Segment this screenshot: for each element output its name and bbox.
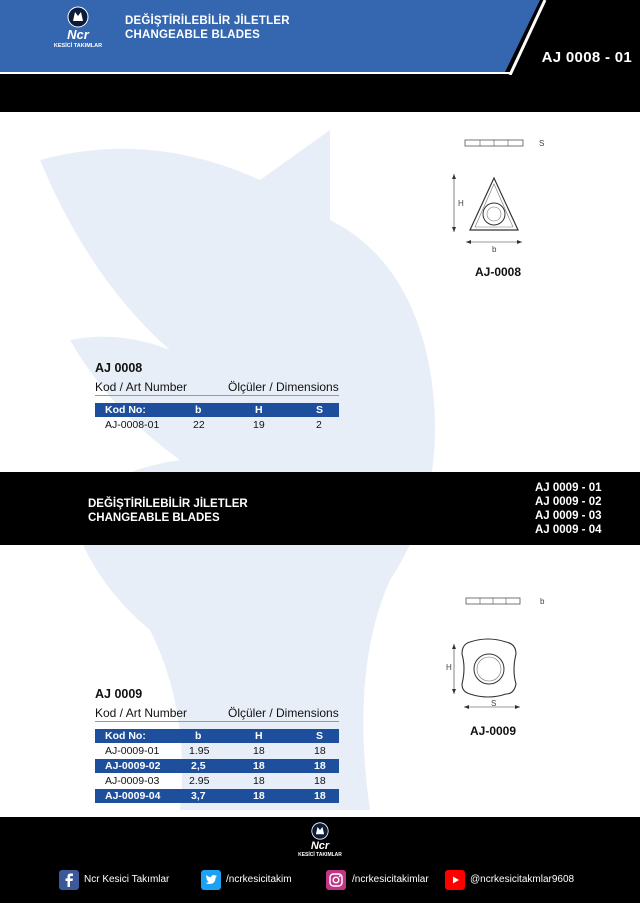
table-sub-dimensions: Ölçüler / Dimensions [228,706,339,720]
aj-0009-drawing [440,592,540,717]
col-b: b [195,730,202,742]
band-code-2: AJ 0009 - 02 [535,496,602,508]
cell-h: 19 [253,419,265,431]
header-title-tr: DEĞİŞTİRİLEBİLİR JİLETLER [125,15,290,27]
table-row [95,744,339,758]
cell-b: 22 [193,419,205,431]
cell-s: 18 [314,790,326,802]
dim-label-b: b [492,245,497,254]
cell-h: 18 [253,745,265,757]
table-header-row [95,403,339,417]
col-s: S [316,404,324,416]
table-divider [95,721,339,722]
table-row [95,759,339,773]
band-code-1: AJ 0009 - 01 [535,482,602,494]
facebook-icon[interactable] [59,870,79,890]
instagram-link[interactable]: /ncrkesicitakimlar [352,874,429,885]
logo-wordmark: Ncr [310,840,330,852]
wolf-logo-icon [67,6,89,28]
wolf-logo-icon [311,822,329,840]
dim-label-b: b [540,597,545,606]
band-code-3: AJ 0009 - 03 [535,510,602,522]
table-header-row [95,729,339,743]
twitter-link[interactable]: /ncrkesicitakim [226,874,292,885]
col-h: H [255,404,263,416]
band-title-tr: DEĞİŞTİRİLEBİLİR JİLETLER [88,498,248,510]
twitter-icon[interactable] [201,870,221,890]
logo-tagline: KESİCİ TAKIMLAR [53,43,103,49]
band-title-en: CHANGEABLE BLADES [88,512,220,524]
dim-label-h: H [446,663,452,672]
dim-label-h: H [458,199,464,208]
cell-code: AJ-0009-03 [105,775,160,787]
cell-code: AJ-0009-01 [105,745,160,757]
table-sub-dimensions: Ölçüler / Dimensions [228,380,339,394]
diagram-name: AJ-0008 [475,265,522,279]
cell-code: AJ-0009-02 [105,760,161,772]
cell-code: AJ-0008-01 [105,419,160,431]
cell-s: 2 [316,419,322,431]
wolf-watermark [30,110,450,810]
table-title: AJ 0008 [95,361,143,375]
table-title: AJ 0009 [95,687,143,701]
cell-b: 1.95 [189,745,210,757]
logo-tagline: KESİCİ TAKIMLAR [298,852,342,858]
header-logo [52,6,104,58]
youtube-icon[interactable] [445,870,465,890]
col-h: H [255,730,263,742]
dim-label-s: S [539,139,545,148]
band-code-4: AJ 0009 - 04 [535,524,602,536]
instagram-icon[interactable] [326,870,346,890]
page-code: AJ 0008 - 01 [541,49,632,66]
col-b: b [195,404,202,416]
cell-h: 18 [253,760,265,772]
col-code: Kod No: [105,730,146,742]
cell-b: 2,5 [191,760,206,772]
table-row [95,418,339,432]
facebook-link[interactable]: Ncr Kesici Takımlar [84,874,170,885]
cell-s: 18 [314,760,326,772]
table-sub-code: Kod / Art Number [95,706,188,720]
col-s: S [316,730,324,742]
cell-s: 18 [314,775,326,787]
col-code: Kod No: [105,404,146,416]
dim-label-s: S [491,699,497,708]
cell-s: 18 [314,745,326,757]
aj-0008-drawing [450,130,540,260]
cell-b: 3,7 [191,790,206,802]
table-row [95,774,339,788]
table-row [95,789,339,803]
footer-logo [296,822,344,859]
cell-h: 18 [253,775,265,787]
header-title-en: CHANGEABLE BLADES [125,29,261,41]
logo-wordmark: Ncr [67,27,89,42]
table-sub-code: Kod / Art Number [95,380,188,394]
youtube-link[interactable]: @ncrkesicitakmlar9608 [470,874,575,885]
diagram-name: AJ-0009 [470,724,517,738]
cell-b: 2.95 [189,775,210,787]
table-divider [95,395,339,396]
cell-h: 18 [253,790,265,802]
cell-code: AJ-0009-04 [105,790,161,802]
